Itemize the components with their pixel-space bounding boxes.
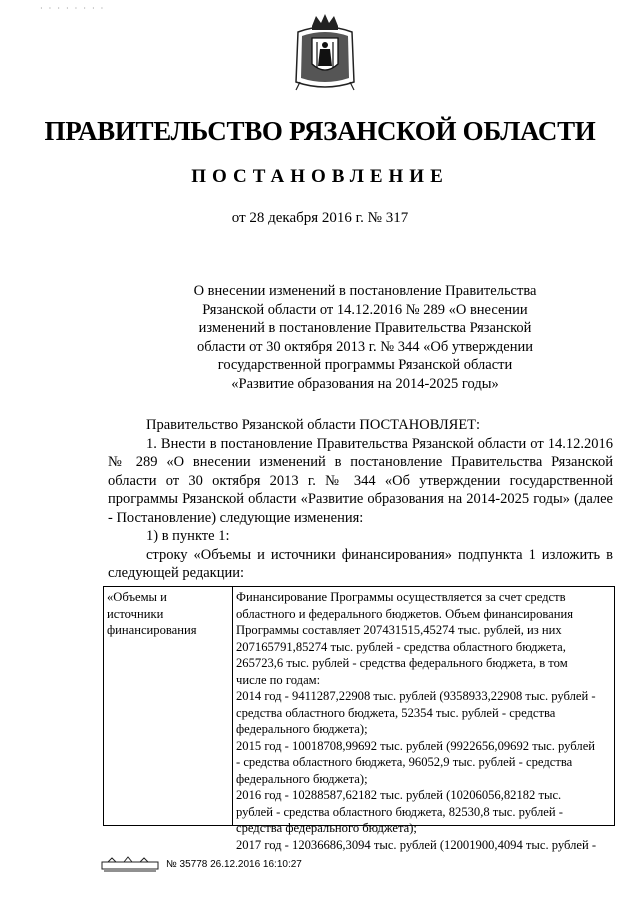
content-line: средства федерального бюджета);: [236, 821, 417, 835]
subject-line: О внесении изменений в постановление Правительства: [193, 283, 537, 299]
content-line: 207165791,85274 тыс. рублей - средства областного бюджета,: [236, 639, 566, 654]
content-line: средства областного бюджета, 52354 тыс. рублей - средства: [236, 705, 556, 720]
org-title: ПРАВИТЕЛЬСТВО РЯЗАНСКОЙ ОБЛАСТИ: [44, 116, 596, 146]
content-line: федерального бюджета);: [236, 722, 368, 736]
point-1-paragraph: 1) в пункте 1:: [146, 528, 230, 544]
coat-of-arms-icon: [290, 12, 360, 92]
subject-line: изменений в постановление Правительства Рязанской: [198, 320, 532, 336]
subject-line: области от 30 октября 2013 г. № 344 «Об утверждении: [197, 338, 533, 355]
label-line: «Объемы и: [107, 590, 167, 604]
content-line: областного и федерального бюджетов. Объем финансирования: [236, 606, 574, 621]
content-line: числе по годам:: [236, 672, 321, 687]
printing-house-logo-icon: [100, 856, 160, 872]
registration-stamp: [100, 856, 302, 872]
item-1-paragraph: 1. Внести в постановление Правительства Рязанской области от 14.12.2016 № 289 «О внесении изменений в постановление Правительства Рязанской области от 30 октября 2013 г. № 344 «Об утверждении государственной программы Рязанской области «Развитие образования на 2014-2025 годы» (далее - Постановление) следующие изменения:: [108, 435, 613, 526]
doc-type-title: ПОСТАНОВЛЕНИЕ: [191, 166, 449, 187]
scan-marks: · · · · · · · ·: [40, 4, 106, 13]
stamp-text: № 35778 26.12.2016 16:10:27: [166, 858, 302, 870]
financing-label-cell: [104, 587, 233, 826]
label-line: финансирования: [107, 623, 197, 637]
content-line: Программы составляет 207431515,45274 тыс. рублей, из них: [236, 623, 562, 637]
content-line: 265723,6 тыс. рублей - средства федерального бюджета, в том: [236, 656, 568, 670]
financing-table: [103, 586, 615, 852]
content-line: Финансирование Программы осуществляется за счет средств: [236, 590, 566, 604]
content-line: 2017 год - 12036686,3094 тыс. рублей (12001900,4094 тыс. рублей -: [236, 837, 597, 852]
content-line: рублей - средства областного бюджета, 82530,8 тыс. рублей -: [236, 804, 563, 819]
document-subject: [170, 282, 560, 393]
subject-line: Рязанской области от 14.12.2016 № 289 «О внесении: [202, 301, 528, 318]
content-line: федерального бюджета);: [236, 771, 368, 786]
table-row: [104, 587, 615, 826]
decree-statement: Правительство Рязанской области ПОСТАНОВЛЯЕТ:: [146, 417, 481, 433]
financing-content-cell: [233, 587, 615, 852]
content-line: - средства областного бюджета, 96052,9 тыс. рублей - средства: [236, 755, 573, 769]
instruction-paragraph: строку «Объемы и источники финансирования» подпункта 1 изложить в следующей редакции:: [108, 546, 613, 581]
document-body: [108, 416, 613, 583]
label-line: источники: [107, 606, 164, 621]
content-line: 2015 год - 10018708,99692 тыс. рублей (9922656,09692 тыс. рублей: [236, 738, 596, 753]
doc-date-number: от 28 декабря 2016 г. № 317: [231, 210, 409, 226]
content-line: 2014 год - 9411287,22908 тыс. рублей (9358933,22908 тыс. рублей -: [236, 689, 596, 703]
content-line: 2016 год - 10288587,62182 тыс. рублей (10206056,82182 тыс.: [236, 788, 562, 802]
subject-line: государственной программы Рязанской области: [217, 357, 513, 373]
subject-line: «Развитие образования на 2014-2025 годы»: [231, 375, 499, 392]
